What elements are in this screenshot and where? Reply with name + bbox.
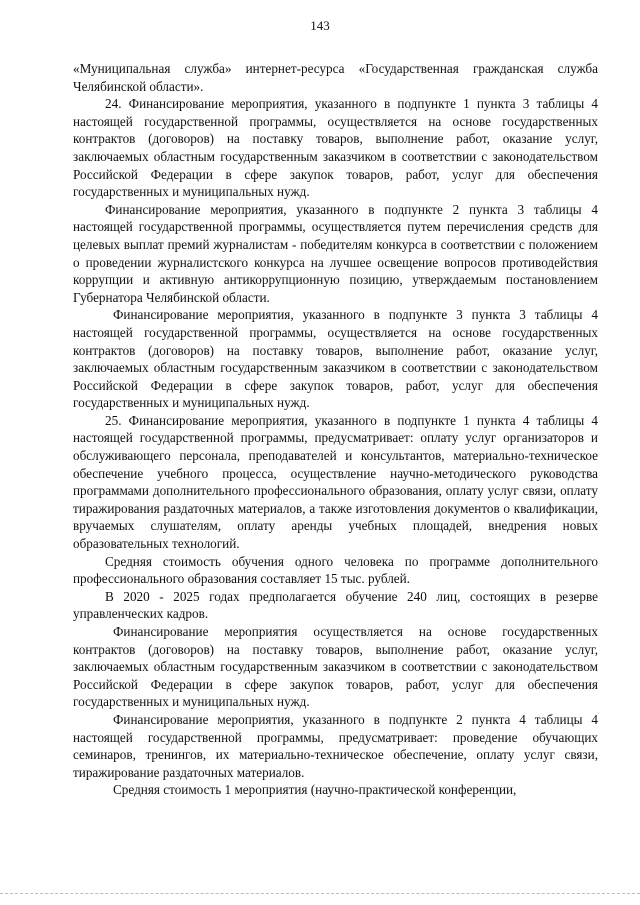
paragraph-item-24: 24. Финансирование мероприятия, указанного в подпункте 1 пункта 3 таблицы 4 настоящей государственной программы, осуществляется на основе государственных контрактов (договоров) на поставку товаров, выполнение работ, оказание услуг, заключаемых областным государственным заказчиком в соответствии с законодательством Российской Федерации в сфере закупок товаров, работ, услуг для обеспечения государственных и муниципальных нужд.	[73, 96, 598, 200]
paragraph-event-cost: Средняя стоимость 1 мероприятия (научно-практической конференции,	[113, 782, 517, 798]
page-number: 143	[310, 18, 330, 33]
paragraph-item-25: 25. Финансирование мероприятия, указанного в подпункте 1 пункта 4 таблицы 4 настоящей государственной программы, предусматривает: оплату услуг организаторов и обслуживающего персонала, преподавателей и консультантов, материально-техническое обеспечение учебного процесса, осуществление научно-методического руководства программами дополнительного профессионального образования, оплату услуг связи, оплату тиражирования раздаточных материалов, а также изготовления документов о квалификации, вручаемых слушателям, оплату аренды учебных площадей, внедрения новых образовательных технологий.	[73, 412, 598, 552]
page-bottom-divider	[0, 893, 640, 894]
paragraph-financing-subitem-2: Финансирование мероприятия, указанного в подпункте 2 пункта 3 таблицы 4 настоящей государственной программы, осуществляется путем перечисления средств для целевых выплат премий журналистам - победителям конкурса в соответствии с положением о проведении журналистского конкурса на лучшее освещение вопросов противодействия коррупции и активную антикоррупционную позицию, утверждаемым постановлением Губернатора Челябинской области.	[73, 201, 598, 305]
paragraph-financing-subitem-3: Финансирование мероприятия, указанного в подпункте 3 пункта 3 таблицы 4 настоящей государственной программы, осуществляется на основе государственных контрактов (договоров) на поставку товаров, выполнение работ, оказание услуг, заключаемых областным государственным заказчиком в соответствии с законодательством Российской Федерации в сфере закупок товаров, работ, услуг для обеспечения государственных и муниципальных нужд.	[73, 307, 598, 411]
paragraph-average-cost: Средняя стоимость обучения одного человека по программе дополнительного профессионального образования составляет 15 тыс. рублей.	[73, 553, 598, 587]
paragraph-training-plan: В 2020 - 2025 годах предполагается обучение 240 лиц, состоящих в резерве управленческих кадров.	[73, 588, 598, 622]
paragraph-continuation: «Муниципальная служба» интернет-ресурса «Государственная гражданская служба Челябинской области».	[73, 61, 598, 94]
paragraph-financing-seminars: Финансирование мероприятия, указанного в подпункте 2 пункта 4 таблицы 4 настоящей государственной программы, предусматривает: проведение обучающих семинаров, тренингов, их материально-техническое обеспечение, оплату услуг связи, тиражирование раздаточных материалов.	[73, 711, 598, 780]
paragraph-financing-contracts: Финансирование мероприятия осуществляется на основе государственных контрактов (договоров) на поставку товаров, выполнение работ, оказание услуг, заключаемых областным государственным заказчиком в соответствии с законодательством Российской Федерации в сфере закупок товаров, работ, услуг для обеспечения государственных и муниципальных нужд.	[73, 624, 598, 710]
document-body	[73, 60, 598, 799]
